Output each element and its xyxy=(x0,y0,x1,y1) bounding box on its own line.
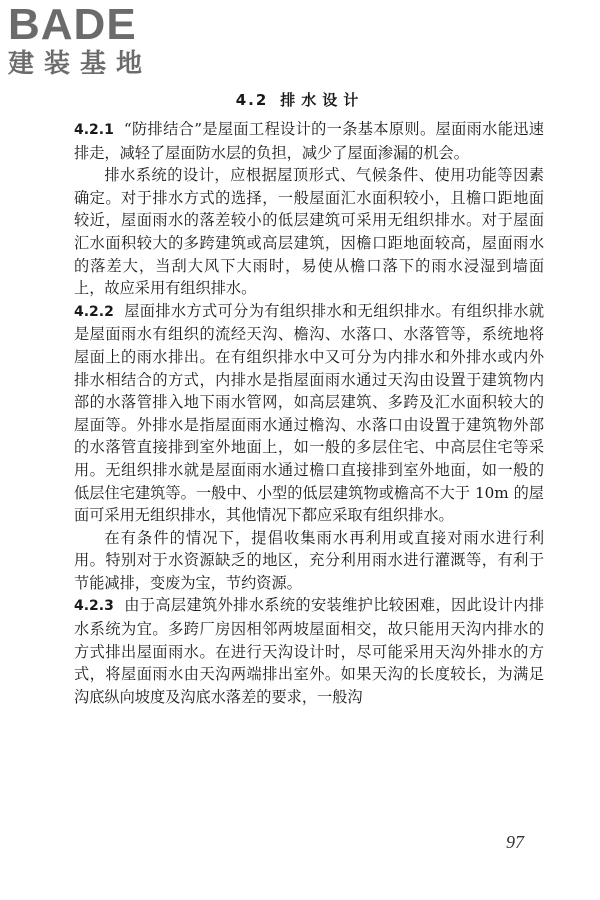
clause-text: 屋面排水方式可分为有组织排水和无组织排水。有组织排水就是屋面雨水有组织的流经天沟、檐沟、水落口、水落管等，系统地将屋面上的雨水排出。在有组织排水中又可分为内排水和外排水或内外排水相结合的方式，内排水是指屋面雨水通过天沟由设置于建筑物内部的水落管排入地下雨水管网，如高层建筑、多跨及汇水面积较大的屋面等。外排水是指屋面雨水通过檐沟、水落口由设置于建筑物外部的水落管直接排到室外地面上，如一般的多层住宅、中高层住宅等采用。无组织排水就是屋面雨水通过檐口直接排到室外地面，如一般的低层住宅建筑等。一般中、小型的低层建筑物或檐高不大于 10m 的屋面可采用无组织排水，其他情况下都应采取有组织排水。 xyxy=(74,301,544,525)
clause-text: 由于高层建筑外排水系统的安装维护比较困难，因此设计内排水系统为宜。多跨厂房因相邻两坡屋面相交，故只能用天沟内排水的方式排出屋面雨水。在进行天沟设计时，尽可能采用天沟外排水的方式，将屋面雨水由天沟两端排出室外。如果天沟的长度较长，为满足沟底纵向坡度及沟底水落差的要求，一般沟 xyxy=(74,596,544,706)
paragraph: 在有条件的情况下，提倡收集雨水再利用或直接对雨水进行利用。特别对于水资源缺乏的地区，充分利用雨水进行灌溉等，有利于节能减排，变废为宝，节约资源。 xyxy=(74,528,544,592)
logo-brand: BADE xyxy=(8,0,137,49)
page-number: 97 xyxy=(506,832,524,852)
paragraph: 排水系统的设计，应根据屋顶形式、气候条件、使用功能等因素确定。对于排水方式的选择，一般屋面汇水面积较小，且檐口距地面较近，屋面雨水的落差较小的低层建筑可采用无组织排水。对于屋面汇水面积较大的多跨建筑或高层建筑，因檐口距地面较高，屋面雨水的落差大，当刮大风下大雨时，易使从檐口落下的雨水浸湿到墙面上，故应采用有组织排水。 xyxy=(74,166,544,298)
clause-text: “防排结合”是屋面工程设计的一条基本原则。屋面雨水能迅速排走，减轻了屋面防水层的负担，减少了屋面渗漏的机会。 xyxy=(74,120,544,162)
clause-number: 4.2.2 xyxy=(74,303,114,320)
clause-4-2-2 xyxy=(74,300,544,527)
section-heading: 排水设计 xyxy=(280,91,365,109)
section-title xyxy=(0,89,600,110)
clause-number: 4.2.1 xyxy=(74,122,114,138)
clause-4-2-1 xyxy=(74,118,544,164)
body-text xyxy=(74,118,544,708)
section-number: 4.2 xyxy=(235,91,269,109)
logo-subtitle: 建装基地 xyxy=(8,49,153,79)
logo xyxy=(8,2,178,80)
clause-number: 4.2.3 xyxy=(74,598,114,615)
clause-4-2-3 xyxy=(74,594,544,708)
